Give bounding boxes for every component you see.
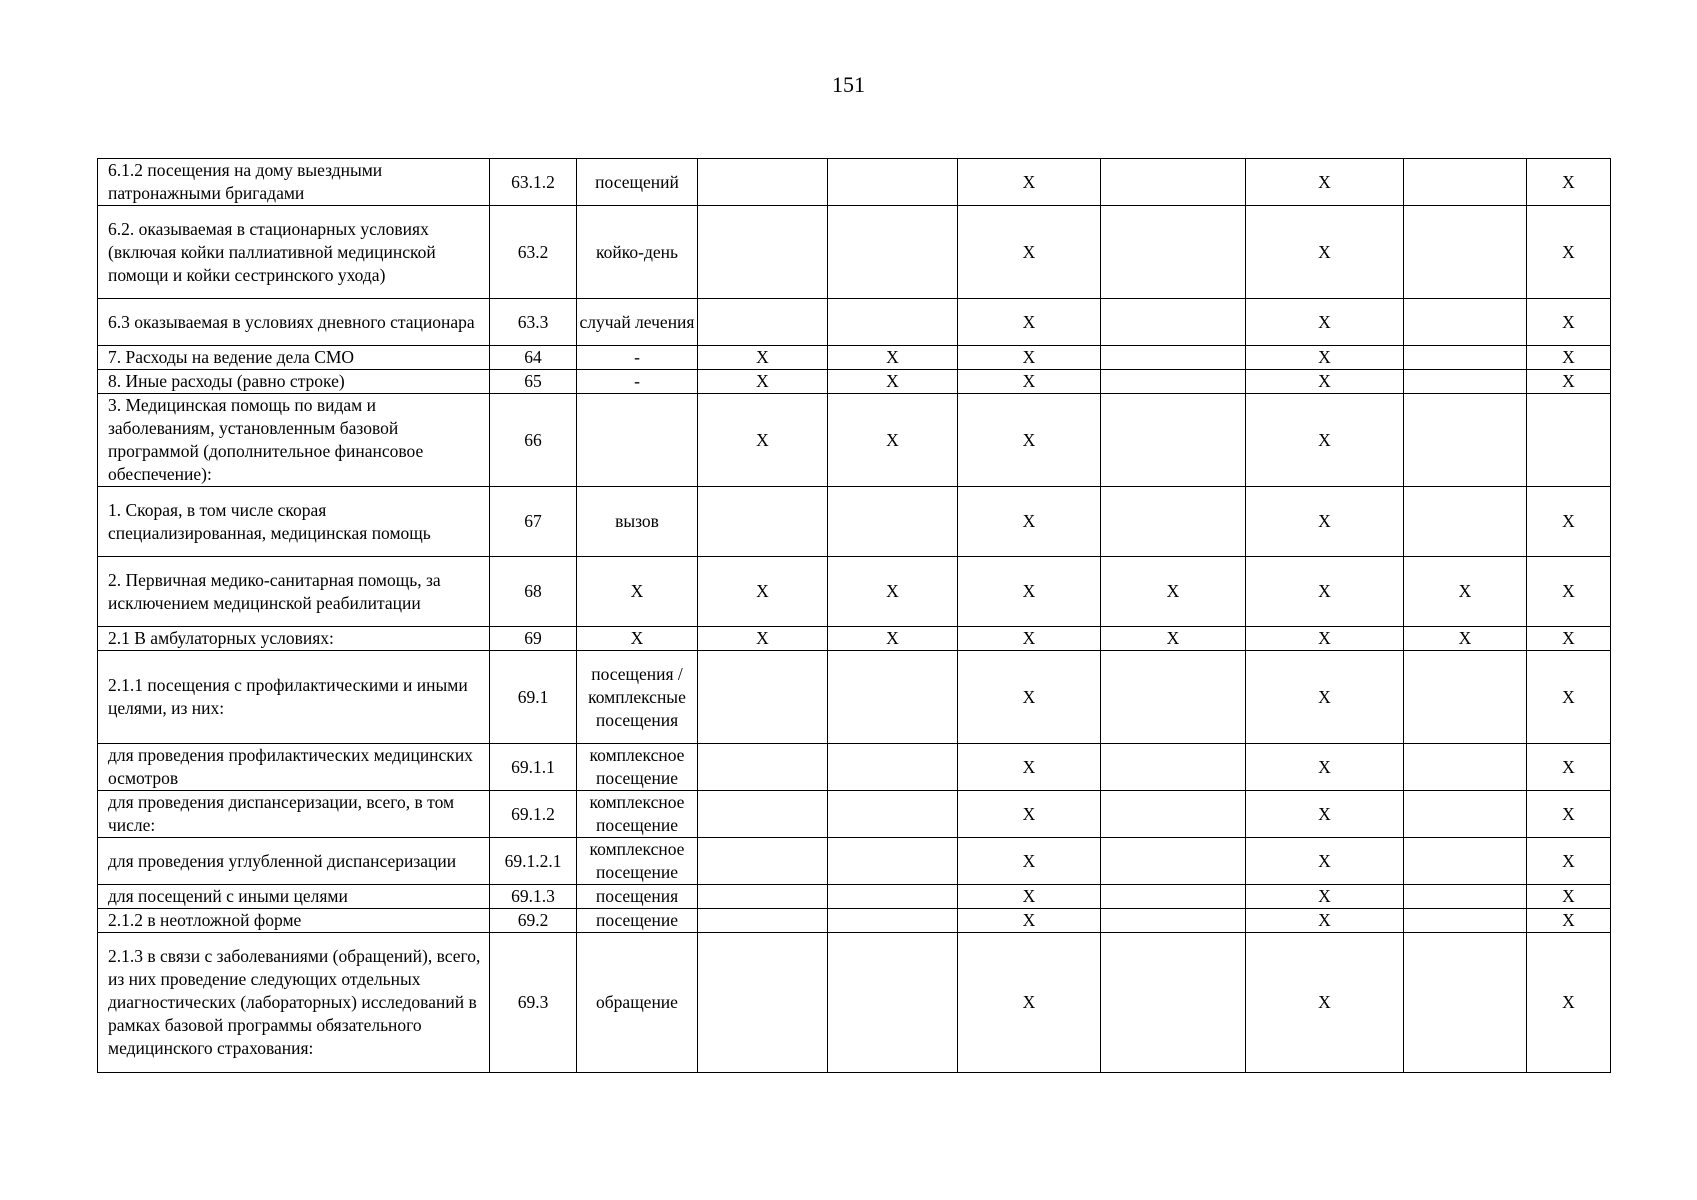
table-row <box>98 557 1611 627</box>
line-code: 68 <box>490 557 577 627</box>
table-row <box>98 487 1611 557</box>
value-cell <box>1404 933 1527 1073</box>
value-cell <box>1404 651 1527 744</box>
value-cell <box>1101 791 1246 838</box>
line-code: 69.2 <box>490 909 577 933</box>
value-cell: X <box>1527 627 1611 651</box>
value-cell: X <box>1246 909 1404 933</box>
page-number: 151 <box>832 72 865 97</box>
value-cell: X <box>1527 744 1611 791</box>
value-cell: X <box>828 394 958 487</box>
value-cell: X <box>1246 394 1404 487</box>
value-cell <box>698 299 828 346</box>
value-cell: X <box>1527 933 1611 1073</box>
value-cell: X <box>698 627 828 651</box>
value-cell <box>1101 394 1246 487</box>
value-cell: X <box>1246 299 1404 346</box>
value-cell: X <box>1246 838 1404 885</box>
value-cell <box>1101 487 1246 557</box>
value-cell: X <box>1527 909 1611 933</box>
value-cell <box>828 933 958 1073</box>
value-cell <box>698 651 828 744</box>
row-name: 1. Скорая, в том числе скорая специализированная, медицинская помощь <box>98 487 490 557</box>
value-cell: X <box>958 627 1101 651</box>
value-cell: X <box>698 346 828 370</box>
row-name: 6.1.2 посещения на дому выездными патронажными бригадами <box>98 159 490 206</box>
line-code: 69.1.2 <box>490 791 577 838</box>
line-code: 65 <box>490 370 577 394</box>
unit-cell: X <box>577 627 698 651</box>
value-cell <box>1404 909 1527 933</box>
value-cell <box>1404 159 1527 206</box>
value-cell <box>828 885 958 909</box>
table-row <box>98 838 1611 885</box>
value-cell <box>1404 487 1527 557</box>
value-cell <box>828 791 958 838</box>
unit-cell: посещений <box>577 159 698 206</box>
value-cell <box>698 206 828 299</box>
line-code: 63.2 <box>490 206 577 299</box>
value-cell: X <box>1404 627 1527 651</box>
value-cell: X <box>1527 791 1611 838</box>
table-row <box>98 885 1611 909</box>
value-cell: X <box>1246 206 1404 299</box>
value-cell: X <box>1246 159 1404 206</box>
value-cell: X <box>1246 346 1404 370</box>
value-cell <box>698 909 828 933</box>
table-row <box>98 651 1611 744</box>
line-code: 67 <box>490 487 577 557</box>
value-cell: X <box>1527 838 1611 885</box>
value-cell <box>1404 346 1527 370</box>
row-name: 2.1.3 в связи с заболеваниями (обращений), всего, из них проведение следующих отдельных диагностических (лабораторных) исследований в рамках базовой программы обязательного медицинского страхования: <box>98 933 490 1073</box>
value-cell <box>1101 933 1246 1073</box>
value-cell: X <box>1527 370 1611 394</box>
line-code: 69.1.1 <box>490 744 577 791</box>
table-row <box>98 791 1611 838</box>
unit-cell: вызов <box>577 487 698 557</box>
value-cell <box>1404 885 1527 909</box>
value-cell: X <box>828 627 958 651</box>
unit-cell: посещение <box>577 909 698 933</box>
value-cell: X <box>958 557 1101 627</box>
value-cell <box>698 838 828 885</box>
value-cell <box>828 651 958 744</box>
value-cell <box>828 206 958 299</box>
value-cell: X <box>958 838 1101 885</box>
value-cell: X <box>1527 651 1611 744</box>
value-cell <box>1404 744 1527 791</box>
row-name: для проведения углубленной диспансеризации <box>98 838 490 885</box>
value-cell <box>828 487 958 557</box>
value-cell: X <box>958 394 1101 487</box>
value-cell: X <box>958 206 1101 299</box>
unit-cell: посещения <box>577 885 698 909</box>
value-cell <box>828 909 958 933</box>
line-code: 66 <box>490 394 577 487</box>
table-row <box>98 394 1611 487</box>
value-cell: X <box>1527 885 1611 909</box>
value-cell: X <box>1246 744 1404 791</box>
value-cell <box>1404 791 1527 838</box>
row-name: 2.1.1 посещения с профилактическими и иными целями, из них: <box>98 651 490 744</box>
table-row <box>98 346 1611 370</box>
value-cell: X <box>958 159 1101 206</box>
line-code: 63.3 <box>490 299 577 346</box>
value-cell: X <box>1527 346 1611 370</box>
value-cell: X <box>698 370 828 394</box>
value-cell <box>1404 206 1527 299</box>
unit-cell: комплексное посещение <box>577 838 698 885</box>
unit-cell: случай лечения <box>577 299 698 346</box>
value-cell: X <box>1246 933 1404 1073</box>
line-code: 69 <box>490 627 577 651</box>
table-row <box>98 206 1611 299</box>
value-cell <box>828 159 958 206</box>
line-code: 69.3 <box>490 933 577 1073</box>
table-row <box>98 744 1611 791</box>
value-cell <box>1101 206 1246 299</box>
value-cell: X <box>1246 651 1404 744</box>
value-cell <box>698 159 828 206</box>
unit-cell: - <box>577 346 698 370</box>
value-cell <box>828 838 958 885</box>
value-cell: X <box>1404 557 1527 627</box>
value-cell: X <box>958 651 1101 744</box>
table-row <box>98 627 1611 651</box>
row-name: для проведения диспансеризации, всего, в том числе: <box>98 791 490 838</box>
value-cell <box>698 791 828 838</box>
value-cell <box>1101 159 1246 206</box>
value-cell: X <box>1101 627 1246 651</box>
line-code: 69.1.3 <box>490 885 577 909</box>
value-cell <box>698 885 828 909</box>
table-row <box>98 299 1611 346</box>
value-cell <box>1101 909 1246 933</box>
line-code: 64 <box>490 346 577 370</box>
value-cell: X <box>1101 557 1246 627</box>
value-cell: X <box>1527 487 1611 557</box>
value-cell: X <box>1246 791 1404 838</box>
value-cell: X <box>958 909 1101 933</box>
row-name: 6.2. оказываемая в стационарных условиях (включая койки паллиативной медицинской помощи и койки сестринского ухода) <box>98 206 490 299</box>
value-cell: X <box>958 933 1101 1073</box>
value-cell: X <box>828 346 958 370</box>
value-cell: X <box>958 487 1101 557</box>
unit-cell: X <box>577 557 698 627</box>
value-cell <box>698 487 828 557</box>
value-cell: X <box>828 370 958 394</box>
value-cell <box>1404 394 1527 487</box>
row-name: 2.1 В амбулаторных условиях: <box>98 627 490 651</box>
row-name: 7. Расходы на ведение дела СМО <box>98 346 490 370</box>
value-cell: X <box>698 394 828 487</box>
value-cell: X <box>1246 487 1404 557</box>
value-cell <box>1101 744 1246 791</box>
value-cell: X <box>1527 299 1611 346</box>
unit-cell: комплексное посещение <box>577 744 698 791</box>
table-row <box>98 370 1611 394</box>
value-cell <box>1404 838 1527 885</box>
unit-cell: койко-день <box>577 206 698 299</box>
value-cell <box>698 933 828 1073</box>
unit-cell: - <box>577 370 698 394</box>
value-cell: X <box>1527 206 1611 299</box>
table-row <box>98 909 1611 933</box>
value-cell <box>1404 299 1527 346</box>
value-cell <box>1404 370 1527 394</box>
unit-cell <box>577 394 698 487</box>
table-row <box>98 159 1611 206</box>
value-cell <box>698 744 828 791</box>
value-cell <box>1101 370 1246 394</box>
row-name: 2.1.2 в неотложной форме <box>98 909 490 933</box>
row-name: 2. Первичная медико-санитарная помощь, за исключением медицинской реабилитации <box>98 557 490 627</box>
value-cell: X <box>1246 557 1404 627</box>
unit-cell: посещения /комплексные посещения <box>577 651 698 744</box>
row-name: для проведения профилактических медицинских осмотров <box>98 744 490 791</box>
value-cell: X <box>1246 627 1404 651</box>
data-table <box>97 158 1611 1073</box>
value-cell: X <box>698 557 828 627</box>
value-cell <box>828 744 958 791</box>
value-cell <box>1101 651 1246 744</box>
value-cell <box>1101 838 1246 885</box>
unit-cell: обращение <box>577 933 698 1073</box>
value-cell <box>1527 394 1611 487</box>
value-cell: X <box>958 744 1101 791</box>
line-code: 69.1 <box>490 651 577 744</box>
value-cell: X <box>828 557 958 627</box>
value-cell: X <box>1527 557 1611 627</box>
value-cell <box>1101 885 1246 909</box>
value-cell: X <box>1527 159 1611 206</box>
table-row <box>98 933 1611 1073</box>
value-cell <box>1101 346 1246 370</box>
value-cell: X <box>958 346 1101 370</box>
row-name: для посещений с иными целями <box>98 885 490 909</box>
value-cell: X <box>958 791 1101 838</box>
value-cell: X <box>958 370 1101 394</box>
unit-cell: комплексное посещение <box>577 791 698 838</box>
value-cell: X <box>1246 885 1404 909</box>
row-name: 3. Медицинская помощь по видам и заболеваниям, установленным базовой программой (дополнительное финансовое обеспечение): <box>98 394 490 487</box>
value-cell: X <box>958 299 1101 346</box>
value-cell <box>1101 299 1246 346</box>
value-cell <box>828 299 958 346</box>
line-code: 69.1.2.1 <box>490 838 577 885</box>
value-cell: X <box>958 885 1101 909</box>
line-code: 63.1.2 <box>490 159 577 206</box>
row-name: 8. Иные расходы (равно строке) <box>98 370 490 394</box>
value-cell: X <box>1246 370 1404 394</box>
row-name: 6.3 оказываемая в условиях дневного стационара <box>98 299 490 346</box>
